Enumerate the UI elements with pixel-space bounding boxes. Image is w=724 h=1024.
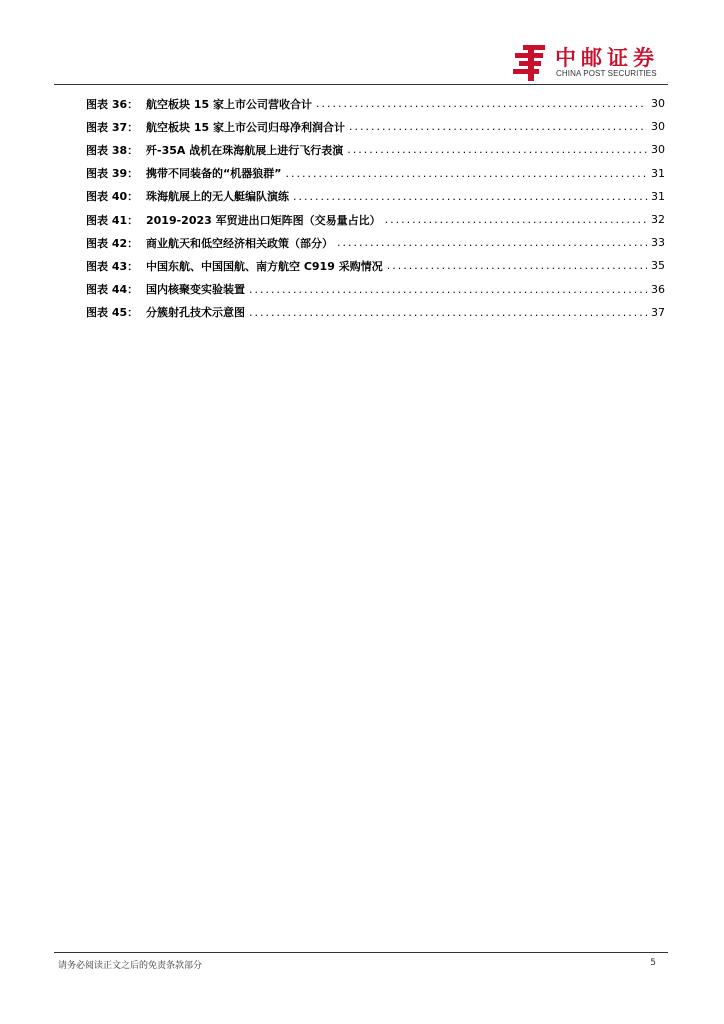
toc-entry-label: 图表 40： (86, 190, 139, 204)
toc-entry-page: 36 (651, 282, 665, 296)
toc-entry-page: 33 (651, 236, 665, 250)
page-number: 5 (650, 958, 656, 968)
toc-entry-title: 航空板块 15 家上市公司营收合计 (146, 97, 312, 111)
toc-entry-page: 32 (651, 213, 665, 227)
logo-english-name: CHINA POST SECURITIES (556, 69, 657, 78)
toc-leader-dots (387, 259, 647, 272)
toc-entry-page: 30 (651, 143, 665, 157)
toc-entry-page: 31 (651, 166, 665, 180)
toc-entry-title: 歼-35A 战机在珠海航展上进行飞行表演 (146, 143, 344, 157)
toc-entry[interactable] (86, 254, 665, 277)
toc-entry[interactable] (86, 231, 665, 254)
toc-entry-label: 图表 37： (86, 120, 139, 134)
toc-entry[interactable] (86, 138, 665, 161)
toc-leader-dots (385, 213, 647, 226)
toc-entry-page: 35 (651, 259, 665, 273)
toc-entry[interactable] (86, 92, 665, 115)
toc-entry-title: 商业航天和低空经济相关政策（部分） (146, 236, 333, 250)
toc-leader-dots (347, 143, 647, 156)
toc-leader-dots (249, 306, 647, 319)
toc-leader-dots (293, 190, 647, 203)
toc-leader-dots (249, 283, 647, 296)
toc-entry-page: 30 (651, 97, 665, 111)
page-header (0, 0, 724, 86)
footer-disclaimer: 请务必阅读正文之后的免责条款部分 (58, 961, 203, 971)
toc-entry-page: 37 (651, 305, 665, 319)
toc-entry-label: 图表 43： (86, 259, 139, 273)
toc-entry-page: 31 (651, 189, 665, 203)
toc-leader-dots (337, 236, 647, 249)
toc-entry-title: 携带不同装备的“机器狼群” (146, 167, 282, 181)
toc-entry-label: 图表 36： (86, 97, 139, 111)
toc-entry[interactable] (86, 162, 665, 185)
company-logo (511, 43, 671, 83)
toc-entry-page: 30 (651, 120, 665, 134)
toc-leader-dots (285, 167, 647, 180)
toc-entry-title: 分簇射孔技术示意图 (146, 306, 245, 320)
toc-leader-dots (316, 97, 647, 110)
toc-entry[interactable] (86, 115, 665, 138)
toc-entry-title: 航空板块 15 家上市公司归母净利润合计 (146, 120, 345, 134)
toc-entry[interactable] (86, 208, 665, 231)
toc-entry-label: 图表 42： (86, 236, 139, 250)
toc-entry[interactable] (86, 185, 665, 208)
toc-entry-label: 图表 44： (86, 283, 139, 297)
toc-entry-title: 国内核聚变实验装置 (146, 283, 245, 297)
toc-leader-dots (349, 120, 647, 133)
toc-entry-title: 中国东航、中国国航、南方航空 C919 采购情况 (146, 259, 383, 273)
china-post-logo-icon (511, 43, 551, 83)
toc-entry-label: 图表 38： (86, 143, 139, 157)
toc-entry-label: 图表 45： (86, 306, 139, 320)
toc-entry[interactable] (86, 301, 665, 324)
footer-divider (54, 952, 668, 953)
header-divider (54, 84, 668, 85)
toc-entry-title: 珠海航展上的无人艇编队演练 (146, 190, 289, 204)
toc-entry[interactable] (86, 278, 665, 301)
toc-entry-label: 图表 39： (86, 167, 139, 181)
toc-entry-title: 2019-2023 军贸进出口矩阵图（交易量占比） (146, 213, 381, 227)
figure-index-list (86, 92, 665, 324)
logo-chinese-name: 中邮证券 (555, 46, 659, 70)
toc-entry-label: 图表 41： (86, 213, 139, 227)
